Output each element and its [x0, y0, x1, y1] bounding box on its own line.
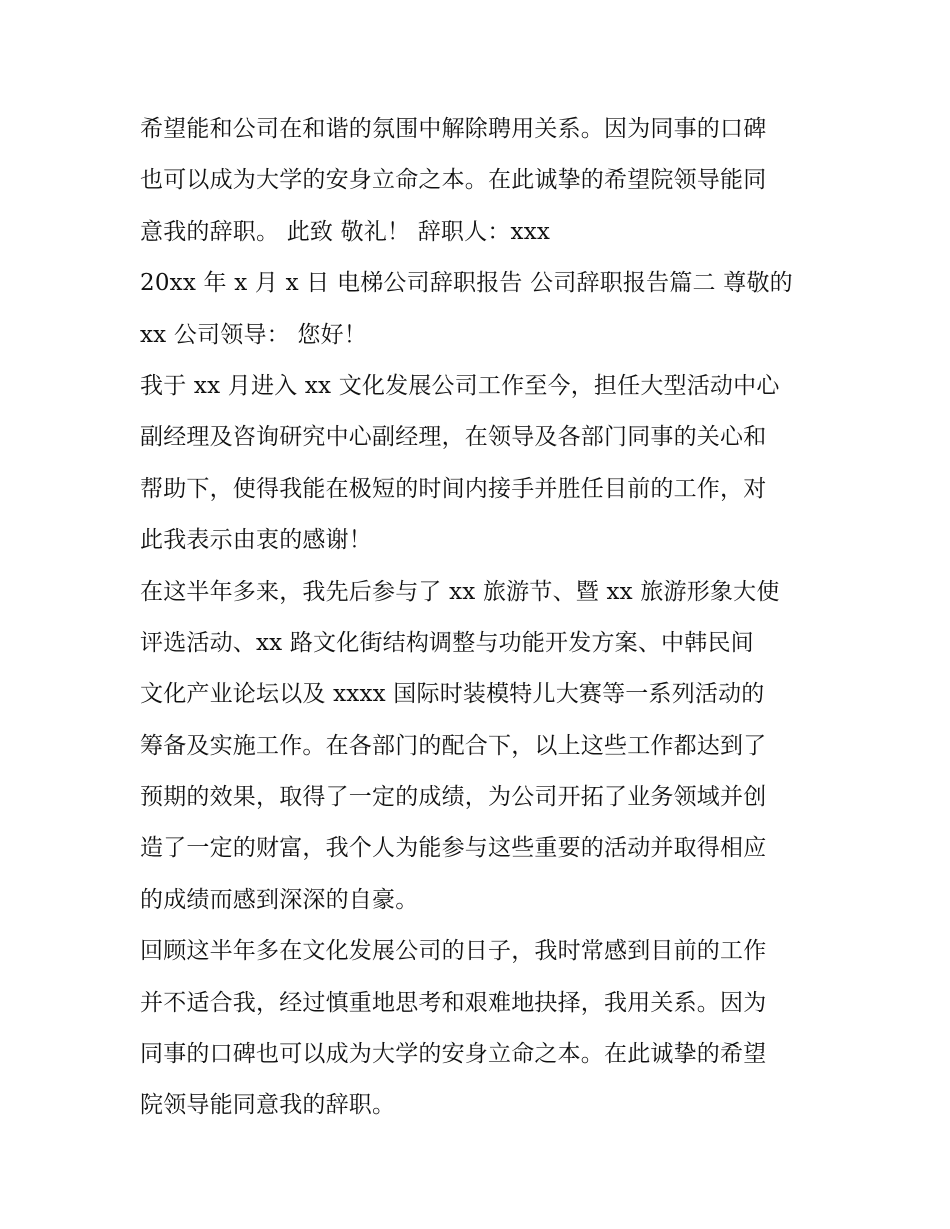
text-line: 筹备及实施工作。在各部门的配合下，以上这些工作都达到了 — [140, 732, 767, 759]
text-line: 并不适合我，经过慎重地思考和艰难地抉择，我用关系。因为 — [140, 989, 767, 1016]
text-line: 帮助下，使得我能在极短的时间内接手并胜任目前的工作，对 — [140, 475, 767, 502]
text-line: 预期的效果，取得了一定的成绩，为公司开拓了业务领域并创 — [140, 784, 767, 811]
text-line: 在这半年多来，我先后参与了 xx 旅游节、暨 xx 旅游形象大使 — [140, 578, 780, 605]
text-line: 希望能和公司在和谐的氛围中解除聘用关系。因为同事的口碑 — [140, 116, 767, 142]
text-line: 回顾这半年多在文化发展公司的日子，我时常感到目前的工作 — [140, 938, 767, 965]
text-line: 此我表示由衷的感谢！ — [140, 527, 372, 554]
text-line: 副经理及咨询研究中心副经理，在领导及各部门同事的关心和 — [140, 424, 767, 451]
document-body — [140, 104, 820, 1132]
text-line: 造了一定的财富，我个人为能参与这些重要的活动并取得相应 — [140, 835, 767, 862]
text-line: 20xx 年 x 月 x 日 电梯公司辞职报告 公司辞职报告篇二 尊敬的 — [140, 270, 793, 297]
text-line: 院领导能同意我的辞职。 — [140, 1092, 396, 1119]
text-line: 也可以成为大学的安身立命之本。在此诚挚的希望院领导能同 — [140, 167, 767, 194]
text-line: xx 公司领导： 您好！ — [140, 321, 367, 348]
text-line: 我于 xx 月进入 xx 文化发展公司工作至今，担任大型活动中心 — [140, 372, 780, 399]
text-line: 的成绩而感到深深的自豪。 — [140, 886, 419, 913]
text-line: 同事的口碑也可以成为大学的安身立命之本。在此诚挚的希望 — [140, 1041, 767, 1068]
text-line: 意我的辞职。 此致 敬礼！ 辞职人：xxx — [140, 218, 551, 245]
text-line: 文化产业论坛以及 xxxx 国际时装模特儿大赛等一系列活动的 — [140, 681, 765, 708]
text-line: 评选活动、xx 路文化街结构调整与功能开发方案、中韩民间 — [140, 629, 754, 656]
